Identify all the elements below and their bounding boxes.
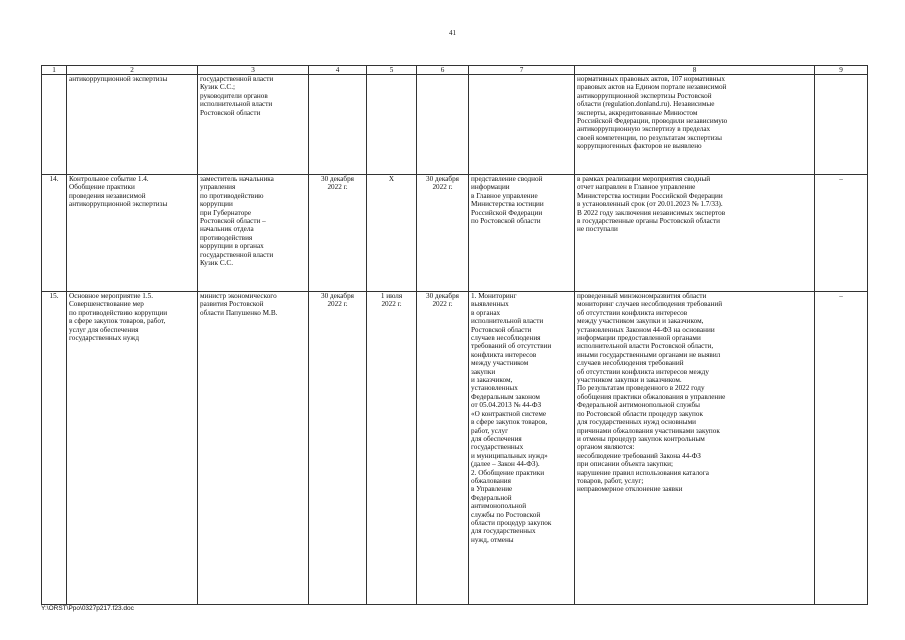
col-header: 5 <box>367 66 417 75</box>
notes: – <box>815 175 868 292</box>
responsible: заместитель начальника управления по противодействию коррупции при Губернаторе Ростовской области – начальник отдела противодействия коррупции в органах государственной власти Кузик С.С. <box>198 175 309 292</box>
notes: – <box>815 292 868 605</box>
page-number: 41 <box>449 29 456 37</box>
col-header: 9 <box>815 66 868 75</box>
col-header: 4 <box>309 66 367 75</box>
expected-result: 1. Мониторинг выявленных в органах исполнительной власти Ростовской области случаев несоблюдения требований об отсутствии конфликта интересов между участником закупки и заказчиком, установленных Федеральным законом от 05.04.2013 № 44-ФЗ «О контрактной системе в сфере закупок товаров, работ, услуг для обеспечения государственных и муниципальных нужд» (далее – Закон 44-ФЗ). 2. Обобщение практики обжалования в Управление Федеральной антимонопольной службы по Ростовской области процедур закупок для государственных нужд, отмены <box>469 292 575 605</box>
table-row <box>42 75 868 175</box>
start-date <box>367 75 417 175</box>
row-number <box>42 75 67 175</box>
start-date: 1 июля 2022 г. <box>367 292 417 605</box>
expected-result <box>469 75 575 175</box>
planned-date: 30 декабря 2022 г. <box>309 292 367 605</box>
header-row <box>42 66 868 75</box>
actual-result: нормативных правовых актов, 107 нормативных правовых актов на Едином портале независимой антикоррупционной экспертизы Ростовской области (regulation.donland.ru). Независимые эксперты, аккредитованные Минюстом Российской Федерации, проводили независимую антикоррупционную экспертизу в пределах своей компетенции, по результатам экспертизы коррупциогенных факторов не выявлено <box>575 75 815 175</box>
file-path-footer: Y:\ORST\Ppo\0327p217.f23.doc <box>41 605 134 612</box>
col-header: 7 <box>469 66 575 75</box>
row-number: 15. <box>42 292 67 605</box>
col-header: 1 <box>42 66 67 75</box>
actual-result: в рамках реализации мероприятия сводный отчет направлен в Главное управление Министерства юстиции Российской Федерации в установленный срок (от 20.01.2023 № 1.7/33). В 2022 году заключения независимых экспертов в государственные органы Ростовской области не поступали <box>575 175 815 292</box>
responsible: государственной власти Кузик С.С.; руководители органов исполнительной власти Ростовской области <box>198 75 309 175</box>
table-row <box>42 175 868 292</box>
end-date: 30 декабря 2022 г. <box>417 175 469 292</box>
responsible: министр экономического развития Ростовской области Папушенко М.В. <box>198 292 309 605</box>
measure-name: Контрольное событие 1.4. Обобщение практики проведения независимой антикоррупционной экспертизы <box>67 175 198 292</box>
expected-result: представление сводной информации в Главное управление Министерства юстиции Российской Федерации по Ростовской области <box>469 175 575 292</box>
measure-name: антикоррупционной экспертизы <box>67 75 198 175</box>
planned-date <box>309 75 367 175</box>
start-date: X <box>367 175 417 292</box>
row-number: 14. <box>42 175 67 292</box>
planned-date: 30 декабря 2022 г. <box>309 175 367 292</box>
table-row <box>42 292 868 605</box>
end-date <box>417 75 469 175</box>
notes <box>815 75 868 175</box>
col-header: 8 <box>575 66 815 75</box>
measure-name: Основное мероприятие 1.5. Совершенствование мер по противодействию коррупции в сфере закупок товаров, работ, услуг для обеспечения государственных нужд <box>67 292 198 605</box>
col-header: 2 <box>67 66 198 75</box>
col-header: 3 <box>198 66 309 75</box>
report-table <box>41 65 868 605</box>
col-header: 6 <box>417 66 469 75</box>
actual-result: проведенный минэкономразвития области мониторинг случаев несоблюдения требований об отсутствии конфликта интересов между участником закупки и заказчиком, установленных Законом 44-ФЗ на основании информации предоставленной органами исполнительной власти Ростовской области, иными государственными органами не выявил случаев несоблюдения требований об отсутствии конфликта интересов между участником закупки и заказчиком. По результатам проведенного в 2022 году обобщения практики обжалования в управление Федеральной антимонопольной службы по Ростовской области процедур закупок для государственных нужд основными причинами обжалования участниками закупок и отмены процедур закупок контрольным органом являются: несоблюдение требований Закона 44-ФЗ при описании объекта закупки; нарушение правил использования каталога товаров, работ, услуг; неправомерное отклонение заявки <box>575 292 815 605</box>
end-date: 30 декабря 2022 г. <box>417 292 469 605</box>
